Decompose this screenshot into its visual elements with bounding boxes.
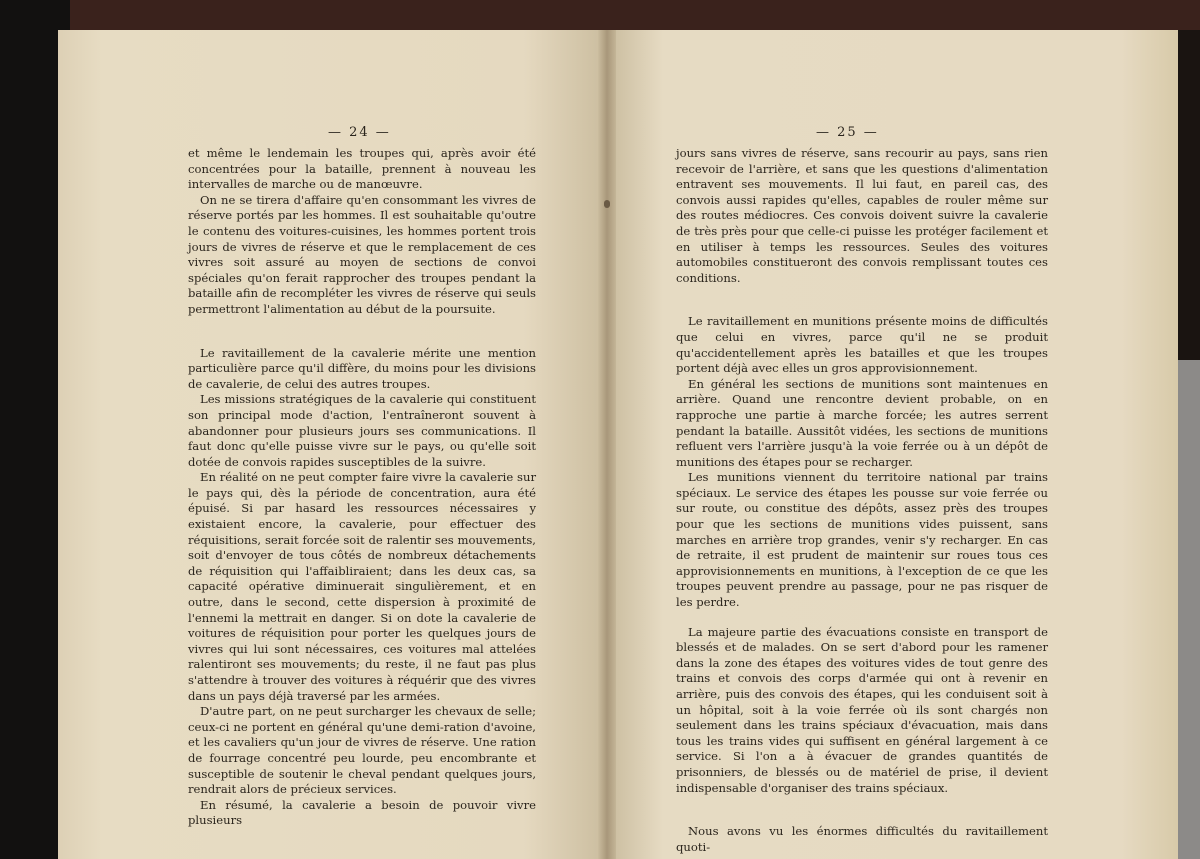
paragraph: En général les sections de munitions sont maintenues en arrière. Quand une rencontre devient probable, on en rapproche une partie à marche forcée; les autres serrent pendant la bataille. Aussitôt vidées, les sections de munitions refluent vers l'arrière jusqu'à la voie ferrée ou à un dépôt de munitions des étapes pour se recharger. <box>676 376 1048 469</box>
book-gutter <box>598 30 616 859</box>
paragraph: En réalité on ne peut compter faire vivre la cavalerie sur le pays qui, dès la période de concentration, aura été épuisé. Si par hasard les ressources nécessaires y existaient encore, la cavalerie, pour effectuer des réquisitions, serait forcée soit de ralentir ses mouvements, soit d'envoyer de tous côtés de nombreux détachements de réquisition qui l'affaibliraient; dans les deux cas, sa capacité opérative diminuerait singulièrement, et en outre, dans le second, cette dispersion à proximité de l'ennemi la mettrait en danger. Si on dote la cavalerie de voitures de réquisition pour porter les quelques jours de vivres qui lui sont nécessaires, ces voitures mal attelées ralentiront ses mouvements; du reste, il ne faut pas plus s'attendre à trouver des voitures à réquérir que des vivres dans un pays déjà traversé par les armées. <box>188 470 536 703</box>
paragraph: Les missions stratégiques de la cavalerie qui constituent son principal mode d'action, l'entraîneront souvent à abandonner pour plusieurs jours ses communications. Il faut donc qu'elle puisse vivre sur le pays, ou qu'elle soit dotée de convois rapides susceptibles de la suivre. <box>188 392 536 469</box>
left-page <box>58 30 606 859</box>
paragraph: La majeure partie des évacuations consiste en transport de blessés et de malades. On se sert d'abord pour les ramener dans la zone des étapes des voitures vides de tout genre des trains et convois des corps d'armée qui ont à revenir en arrière, puis des convois des étapes, qui les conduisent soit à un hôpital, soit à la voie ferrée où ils sont chargés non seulement dans les trains spéciaux d'évacuation, mais dans tous les trains vides qui suffisent en général largement à ce service. Si l'on a à évacuer de grandes quantités de prisonniers, de blessés ou de matériel de prise, il devient indispensable d'organiser des trains spéciaux. <box>676 624 1048 795</box>
page-number-right: — 25 — <box>816 125 879 140</box>
paragraph: Le ravitaillement de la cavalerie mérite une mention particulière parce qu'il diffère, du moins pour les divisions de cavalerie, de celui des autres troupes. <box>188 345 536 391</box>
paragraph: Les munitions viennent du territoire national par trains spéciaux. Le service des étapes les pousse sur voie ferrée ou sur route, ou constitue des dépôts, assez près des troupes pour que les sections de munitions vides puissent, sans marches en arrière trop grandes, venir s'y recharger. En cas de retraite, il est prudent de maintenir sur roues tous ces approvisionnements en munitions, à l'exception de ce que les troupes peuvent prendre au passage, pour ne pas risquer de les perdre. <box>676 470 1048 610</box>
paragraph: Le ravitaillement en munitions présente moins de difficultés que celui en vivres, parce qu'il ne se produit qu'accidentellement après les batailles et que les troupes portent déjà avec elles un gros approvisionnement. <box>676 314 1048 376</box>
right-page <box>606 30 1178 859</box>
left-page-text <box>188 146 536 829</box>
paragraph: En résumé, la cavalerie a besoin de pouvoir vivre plusieurs <box>188 797 536 828</box>
background-top <box>0 0 1200 30</box>
paragraph: On ne se tirera d'affaire qu'en consommant les vivres de réserve portés par les hommes. Il est souhaitable qu'outre le contenu des voitures-cuisines, les hommes portent trois jours de vivres de réserve et que le remplacement de ces vivres soit assuré au moyen de sections de convoi spéciales qu'on ferait rapprocher des troupes pendant la bataille afin de recompléter les vivres de réserve qui seuls permettront l'alimentation au début de la poursuite. <box>188 192 536 316</box>
paragraph: D'autre part, on ne peut surcharger les chevaux de selle; ceux-ci ne portent en général qu'une demi-ration d'avoine, et les cavaliers qu'un jour de vivres de réserve. Une ration de fourrage concentré peu lourde, peu encombrante et susceptible de soutenir le cheval pendant quelques jours, rendrait alors de précieux services. <box>188 704 536 797</box>
page-number-left: — 24 — <box>328 125 391 140</box>
paragraph: et même le lendemain les troupes qui, après avoir été concentrées pour la bataille, prennent à nouveau les intervalles de marche ou de manœuvre. <box>188 146 536 192</box>
paragraph: Nous avons vu les énormes difficultés du ravitaillement quoti- <box>676 824 1048 854</box>
binding-mark <box>604 200 610 208</box>
right-page-text <box>676 146 1048 855</box>
open-book <box>58 30 1178 859</box>
paragraph: jours sans vivres de réserve, sans recourir au pays, sans rien recevoir de l'arrière, et sans que les questions d'alimentation entravent ses mouvements. Il lui faut, en pareil cas, des convois aussi rapides qu'elles, capables de rouler même sur des routes médiocres. Ces convois doivent suivre la cavalerie de très près pour que celle-ci puisse les protéger facilement et en utiliser à temps les ressources. Seules des voitures automobiles constitueront des convois remplissant toutes ces conditions. <box>676 146 1048 285</box>
